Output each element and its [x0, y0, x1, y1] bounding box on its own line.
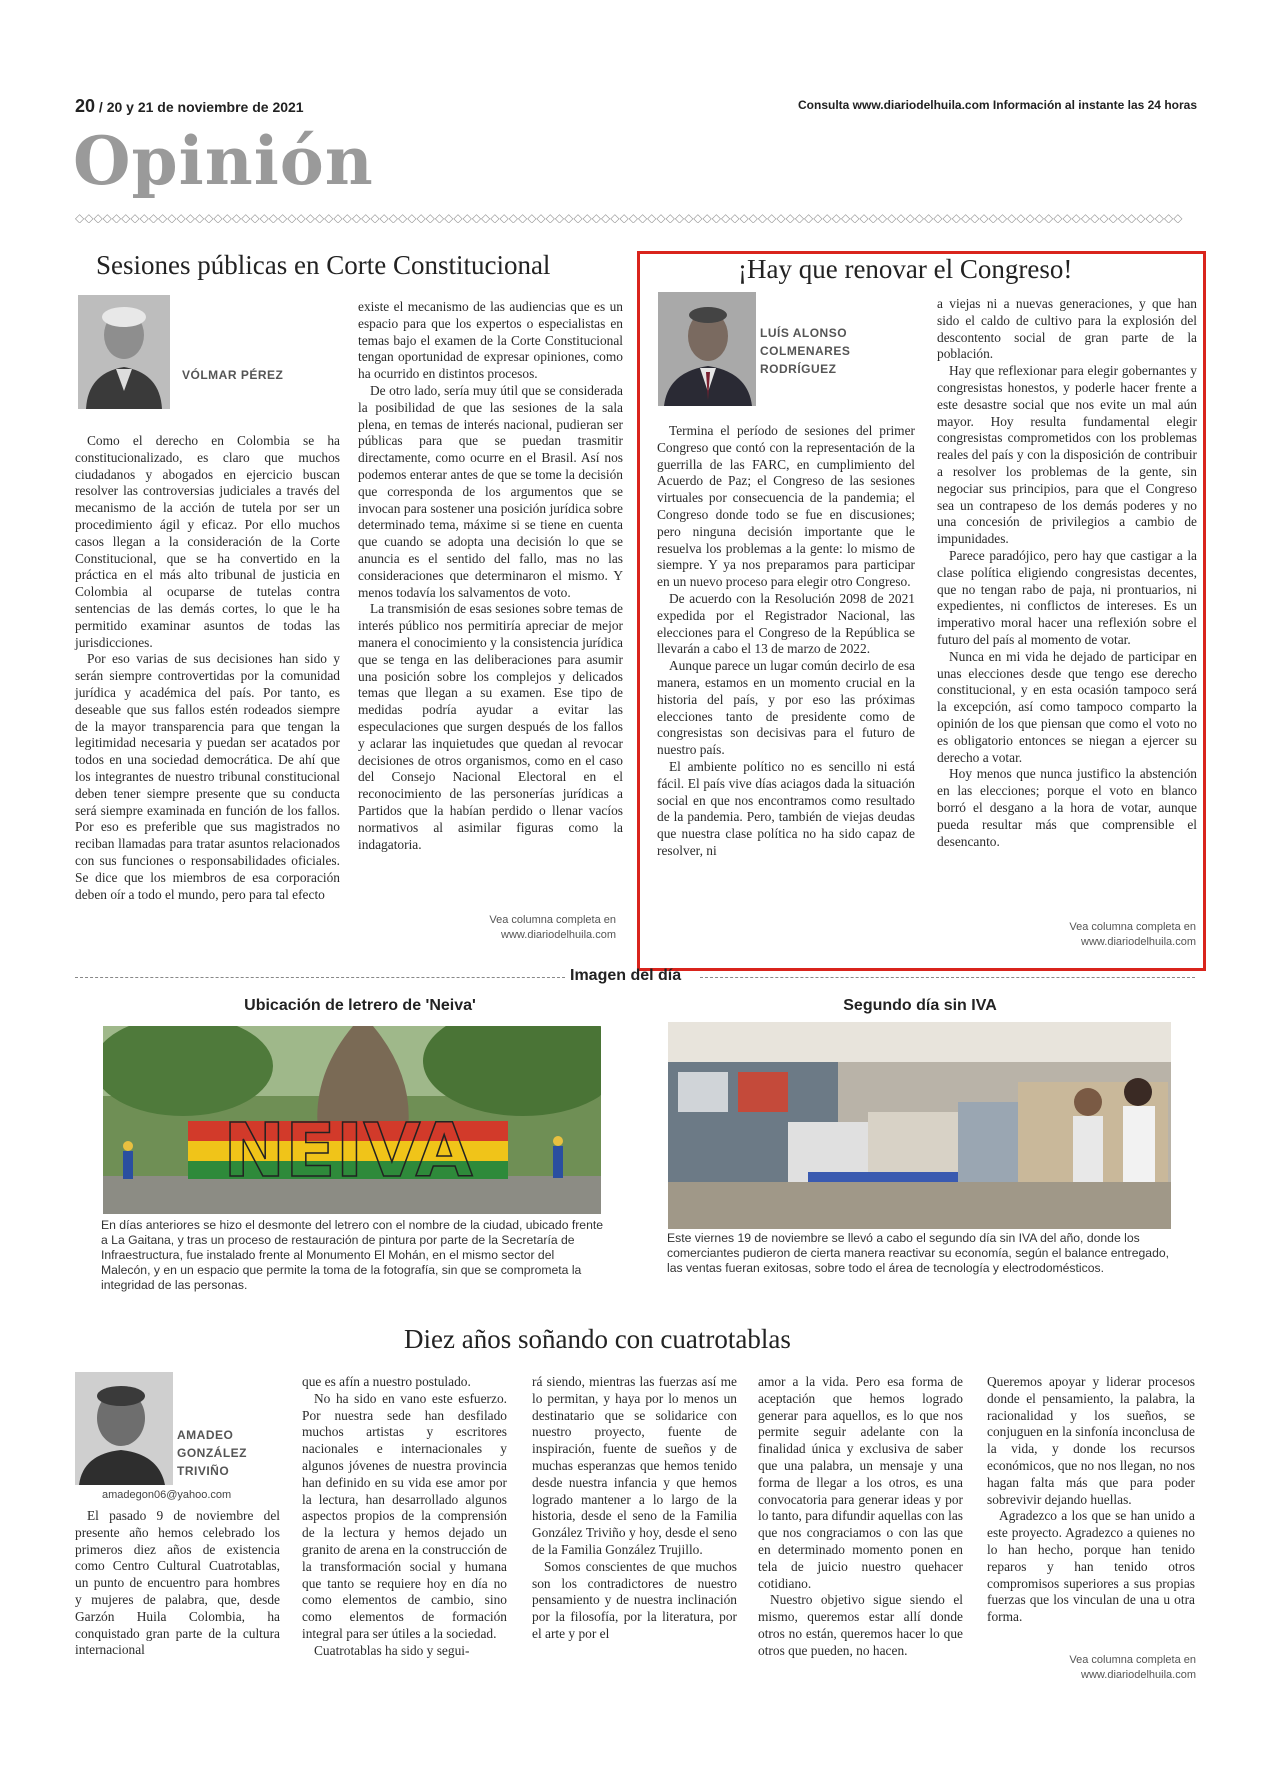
author-line: AMADEO	[177, 1428, 234, 1442]
paragraph: De acuerdo con la Resolución 2098 de 2021 expedida por el Registrador Nacional, las elecciones para el Congreso de la República se llevarán a cabo el 13 de marzo de 2022.	[657, 590, 915, 657]
article3-col5	[987, 1374, 1195, 1626]
article2-headline: ¡Hay que renovar el Congreso!	[738, 254, 1073, 284]
article1-col2	[358, 299, 623, 853]
more-url: www.diariodelhuila.com	[501, 929, 616, 941]
article1-author: VÓLMAR PÉREZ	[182, 368, 284, 382]
iva-day-photo	[668, 1022, 1171, 1229]
paragraph: que es afín a nuestro postulado.	[302, 1374, 471, 1389]
left-photo-title: Ubicación de letrero de 'Neiva'	[244, 997, 476, 1014]
more-url: www.diariodelhuila.com	[1081, 1669, 1196, 1681]
store-scene-image	[668, 1022, 1171, 1229]
left-photo-caption: En días anteriores se hizo el desmonte del letrero con el nombre de la ciudad, ubicado frente a La Gaitana, y tras un proceso de restauración de pintura por parte de la Secretaría de Infraestructura, fue instalado frente al Monumento El Mohán, en el mismo sector del Malecón, y en un espacio que permite la toma de la fotografía, sin que se comprometa la integridad de las personas.	[101, 1218, 604, 1292]
right-photo-title: Segundo día sin IVA	[843, 997, 997, 1014]
author-line: TRIVIÑO	[177, 1464, 230, 1478]
section-title: Opinión	[73, 122, 374, 200]
author-email[interactable]: amadegon06@yahoo.com	[102, 1489, 232, 1501]
author-line: COLMENARES	[760, 344, 851, 358]
paragraph: existe el mecanismo de las audiencias que es un espacio para que los expertos o especialistas en temas bajo el examen de la Corte Constitucional tengan oportunidad de expresar opiniones, como ha ocurrido en distintos procesos.	[358, 299, 623, 382]
author-photo-colmenares	[658, 292, 756, 406]
author-line: LUÍS ALONSO	[760, 326, 848, 340]
paragraph: Termina el período de sesiones del primer Congreso que contó con la representación de la guerrilla de las FARC, en cumplimiento del Acuerdo de Paz; el Congreso de las sesiones virtuales por consecuencia de la pandemia; el Congreso donde todo se fue en discusiones; pero ninguna decisión importante que le resuelva los problemas a la gente: lo mismo de siempre. Y ya nos preparamos para participar en un nuevo proceso para elegir otro Congreso.	[657, 423, 915, 590]
paragraph: Queremos apoyar y liderar procesos donde el pensamiento, la palabra, la racionalidad y los sueños, se conjuguen en la sinfonía inconclusa de la vida, y donde los recursos económicos, que no nos llegan, no nos hagan falta más que para poder sobrevivir dejando huellas.	[987, 1374, 1195, 1507]
article3-col1	[75, 1508, 280, 1659]
page-number-separator: /	[98, 99, 103, 115]
author-photo-amadeo	[75, 1372, 173, 1485]
author-line: GONZÁLEZ	[177, 1446, 247, 1460]
sign-letters: NEIVA	[223, 1108, 473, 1194]
article3-col4	[758, 1374, 963, 1660]
paragraph: Hay que reflexionar para elegir gobernantes y congresistas honestos, y poderle hacer frente a este desastre social que nos evite un mal aún mayor. Hoy resulta fundamental elegir congresistas comprometidos con los problemas reales del país y con la disposición de contribuir a resolver los problemas de la gente, sin negociar sus principios, para que el Congreso sea un contrapeso de los demás poderes y no una concesión de privilegios a cambio de impunidades.	[937, 363, 1197, 547]
paragraph: Hoy menos que nunca justifico la abstención en las elecciones; porque el voto en blanco borró el desgano a la hora de votar, aunque pueda resultar más que comprensible el desencanto.	[937, 766, 1197, 849]
article3-col2	[302, 1374, 507, 1660]
paragraph: El ambiente político no es sencillo ni está fácil. El país vive días aciagos dada la situación social en que nos encontramos como resultado de la pandemia. Pero, también de viejas deudas que nuestra clase política no ha sido capaz de resolver, ni	[657, 758, 915, 858]
paragraph: Nunca en mi vida he dejado de participar en unas elecciones desde que tengo ese derecho constitucional, y en esta ocasión tampoco será la excepción, así como tampoco comparto la opinión de los que piensan que como el voto no es obligatorio entonces se niegan a ejercer su derecho a votar.	[937, 648, 1197, 765]
paragraph: Parece paradójico, pero hay que castigar a la clase política eligiendo congresistas decentes, que no tengan rabo de paja, ni prontuarios, ni expedientes, ni conflictos de intereses. Es un imperativo moral hacer una reflexión sobre el futuro del país al momento de votar.	[937, 547, 1197, 647]
paragraph: Somos conscientes de que muchos son los contradictores de nuestro pensamiento y de nuestra inclinación por la filosofía, por la literatura, por el arte y por el	[532, 1558, 737, 1641]
paragraph: amor a la vida. Pero esa forma de aceptación que hemos logrado generar para aquellos, es lo que nos permite seguir adelante con la finalidad única y exclusiva de saber que una palabra, un mensaje y una forma de llegar a los otros, es una convocatoria para generar ideas y por lo tanto, para difundir aquellas con las que nos congraciamos o con las que en determinado momento ponen en tela de juicio nuestro quehacer cotidiano.	[758, 1374, 963, 1591]
article3-col3	[532, 1374, 737, 1643]
more-label: Vea columna completa en	[1069, 921, 1196, 933]
article2-col2	[937, 296, 1197, 850]
article3-author	[177, 1426, 247, 1480]
image-section-rule-right	[700, 977, 1195, 978]
more-label: Vea columna completa en	[489, 914, 616, 926]
image-section-label: Imagen del día	[570, 967, 682, 984]
portrait-icon	[75, 1372, 173, 1485]
article1-col1	[75, 433, 340, 903]
article2-col1	[657, 423, 915, 860]
paragraph: No ha sido en vano este esfuerzo. Por nuestra sede han desfilado muchos artistas y escritores nacionales e internacionales y algunos jóvenes de nuestra provincia han definido en su vida ese amor por la lectura, han desarrollado algunos aspectos propios de la comprensión de la lectura y hemos dejado un granito de arena en la construcción de la transformación social y humana que tanto se requiere hoy en día no como elementos de cambio, sino como elementos de formación integral para ser útiles a la sociedad.	[302, 1390, 507, 1641]
article3-headline: Diez años soñando con cuatrotablas	[404, 1324, 791, 1354]
author-photo-volmar	[78, 295, 170, 409]
paragraph: a viejas ni a nuevas generaciones, y que han sido el caldo de cultivo para la explosión del descontento social de gran parte de la población.	[937, 296, 1197, 362]
page-header-right: Consulta www.diariodelhuila.com Información al instante las 24 horas	[798, 98, 1197, 112]
page-header-left	[75, 96, 304, 117]
article2-author	[760, 324, 850, 378]
article1-headline: Sesiones públicas en Corte Constitucional	[96, 250, 551, 280]
paragraph: El pasado 9 de noviembre del presente año hemos celebrado los primeros diez años de existencia como Centro Cultural Cuatrotablas, un punto de encuentro para hombres y mujeres de palabra, que, desde Garzón Huila Colombia, ha conquistado gran parte de la cultura internacional	[75, 1508, 280, 1658]
portrait-icon	[658, 292, 756, 406]
paragraph: Cuatrotablas ha sido y segui-	[314, 1642, 470, 1658]
article3-more-link[interactable]	[1000, 1653, 1196, 1683]
right-photo-caption: Este viernes 19 de noviembre se llevó a cabo el segundo día sin IVA del año, donde los comerciantes pudieron de cierta manera reactivar su economía, según el balance entregado, las ventas fueran exitosas, sobre todo el área de tecnología y electrodomésticos.	[667, 1231, 1170, 1275]
paragraph: De otro lado, sería muy útil que se considerada la posibilidad de que las sesiones de la sala plena, en temas de interés nacional, pudieran ser públicas para que se puedan trasmitir directamente, como ocurre en el Brasil. Así nos podemos enterar antes de que se tome la decisión que corresponda de los argumentos que se invocan para sostener una posición jurídica sobre determinado tema, máxime si se tiene en cuenta que cuando se adopta una decisión lo que se anuncia es el sentido del fallo, mas no las consideraciones que determinaron el mismo. Y menos todavía los salvamentos de voto.	[358, 382, 623, 600]
neiva-sign-image	[103, 1026, 601, 1214]
neiva-sign-photo	[103, 1026, 601, 1214]
issue-date: 20 y 21 de noviembre de 2021	[106, 99, 304, 115]
paragraph: La transmisión de esas sesiones sobre temas de interés público nos permitiría apreciar de mejor manera el conocimiento y la consistencia jurídica que se tenga en las deliberaciones para asumir una posición sobre los complejos y delicados temas que llegan a su examen. Ese tipo de medidas podría ayudar a evitar las especulaciones que surgen después de los fallos y aclarar las inquietudes que quedan al revocar decisiones de otros organismos, como en el caso del Consejo Nacional Electoral en el reconocimiento de las personerías jurídicas a Partidos que la habían perdido o llenar vacíos normativos al asimilar figuras como la indagatoria.	[358, 601, 623, 852]
paragraph: Agradezco a los que se han unido a este proyecto. Agradezco a quienes no lo han hecho, porque han tenido reparos y han tenido otros compromisos superiores a sus propias fuerzas que los vinculan de una u otra forma.	[987, 1508, 1195, 1625]
article2-more-link[interactable]	[1000, 920, 1196, 950]
author-line: RODRÍGUEZ	[760, 362, 837, 376]
portrait-icon	[78, 295, 170, 409]
image-section-rule-left	[75, 977, 565, 978]
decorative-rule: ◇◇◇◇◇◇◇◇◇◇◇◇◇◇◇◇◇◇◇◇◇◇◇◇◇◇◇◇◇◇◇◇◇◇◇◇◇◇◇◇◇◇◇◇◇◇◇◇◇◇◇◇◇◇◇◇◇◇◇◇◇◇◇◇◇◇◇◇◇◇◇◇◇◇◇◇◇◇◇◇◇◇◇◇◇◇◇◇◇◇◇◇◇◇◇◇◇◇◇◇◇◇◇◇◇◇◇◇◇◇◇◇◇◇◇◇◇◇◇◇	[75, 213, 1183, 223]
paragraph: rá siendo, mientras las fuerzas así me lo permitan, y haya por lo menos un destinatario que se solidarice con nuestro proyecto, fuente de inspiración, fuente de sueños y de muchas esperanzas que hemos tenido desde nuestra infancia y que hemos logrado mantener a lo largo de la historia, desde el seno de la Familia González Triviño y hoy, desde el seno de la Familia González Trujillo.	[532, 1374, 737, 1557]
paragraph: Como el derecho en Colombia se ha constitucionalizado, es claro que muchos ciudadanos y abogados en ejercicio buscan resolver las controversias judiciales a través del mecanismo de la acción de tutela por ser un procedimiento ágil y eficaz. Por ello muchos casos llegan a la consideración de la Corte Constitucional, que se ha convertido en la práctica en el más alto tribunal de justicia en Colombia al ocuparse de tutelas contra sentencias de las demás cortes, lo que le ha permitido examinar asuntos de todas las jurisdicciones.	[75, 433, 340, 650]
paragraph: Aunque parece un lugar común decirlo de esa manera, estamos en un momento crucial en la historia del país, y por eso las próximas elecciones tanto de presidente como de congresistas son decisivas para el futuro de nuestro país.	[657, 658, 915, 758]
paragraph: Por eso varias de sus decisiones han sido y serán siempre controvertidas por la comunidad jurídica y académica del país. Por tanto, es deseable que sus fallos estén rodeados siempre de la mayor transparencia para que tengan la legitimidad necesaria y puedan ser acatados por todos en una sociedad democrática. De ahí que los integrantes de nuestro tribunal constitucional deben tener siempre presente que su conducta será siempre examinada en función de los fallos. Por eso es preferible que sus magistrados no reciban llamadas para tratar asuntos relacionados con sus funciones o responsabilidades oficiales. Se dice que los miembros de esa corporación deben oír a todo el mundo, pero para tal efecto	[75, 651, 340, 902]
page-number: 20	[75, 96, 96, 116]
article1-more-link[interactable]	[420, 913, 616, 943]
paragraph: Nuestro objetivo sigue siendo el mismo, queremos estar allí donde otros no están, queremos hacer lo que otros que pueden, no hacen.	[758, 1592, 963, 1658]
more-url: www.diariodelhuila.com	[1081, 936, 1196, 948]
more-label: Vea columna completa en	[1069, 1654, 1196, 1666]
